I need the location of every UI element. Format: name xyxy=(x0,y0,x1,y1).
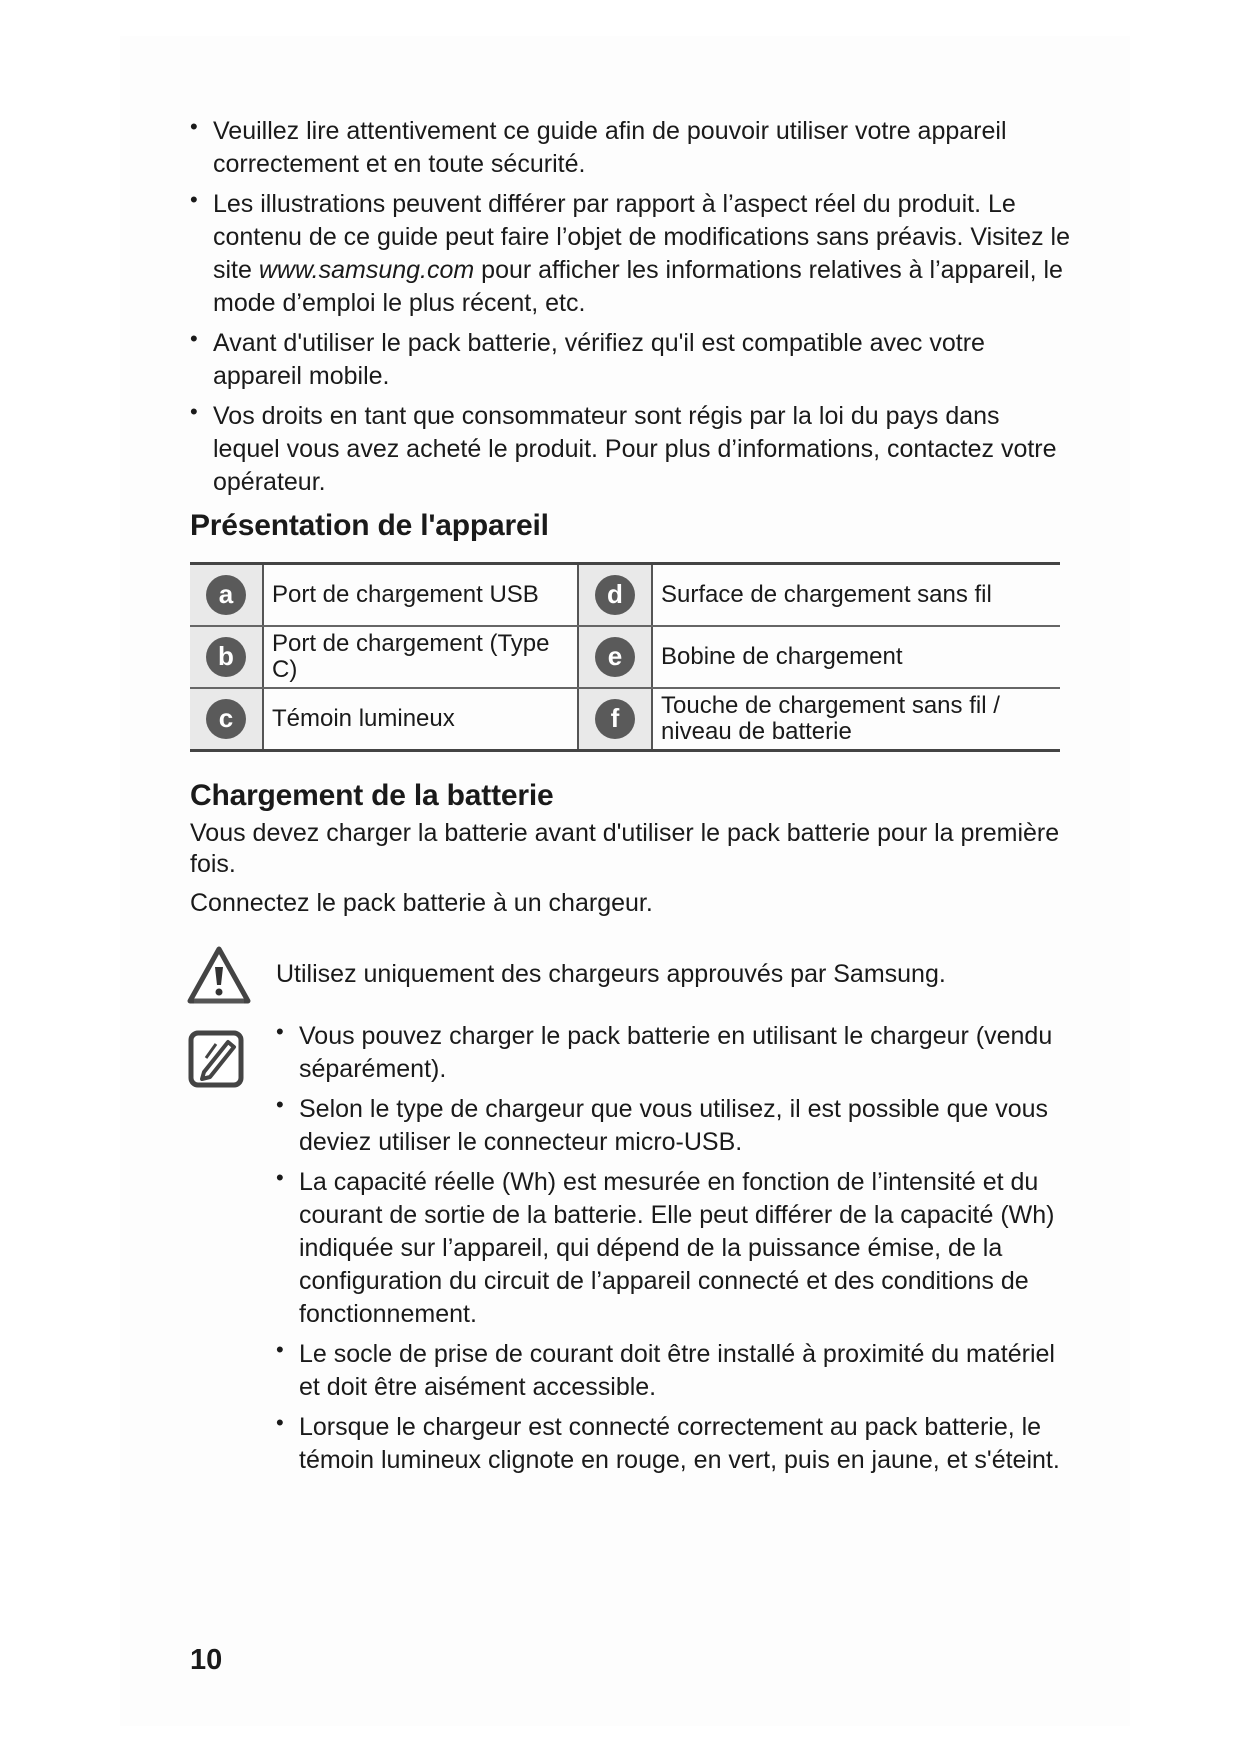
part-icon-cell xyxy=(578,626,652,688)
intro-bullet: • Avant d'utiliser le pack batterie, vérifiez qu'il est compatible avec votre appareil mobile. xyxy=(190,327,1070,393)
part-label: Port de chargement (Type C) xyxy=(263,626,578,688)
intro-bullet: • Veuillez lire attentivement ce guide afin de pouvoir utiliser votre appareil correctement et en toute sécurité. xyxy=(190,115,1070,181)
charging-heading: Chargement de la batterie xyxy=(190,779,554,812)
device-parts-table xyxy=(190,562,1060,752)
letter-c-icon: c xyxy=(206,699,246,739)
letter-e-icon: e xyxy=(595,637,635,677)
presentation-heading: Présentation de l'appareil xyxy=(190,509,549,542)
samsung-link[interactable]: www.samsung.com xyxy=(258,256,475,284)
intro-bullet: • Vos droits en tant que consommateur sont régis par la loi du pays dans lequel vous avez acheté le produit. Pour plus d’informations, contactez votre opérateur. xyxy=(190,400,1070,499)
note-item: • La capacité réelle (Wh) est mesurée en fonction de l’intensité et du courant de sortie de la batterie. Elle peut différer de la capacité (Wh) indiquée sur l’appareil, qui dépend de la puissance émise, de la configuration du circuit de l’appareil connecté et des conditions de fonctionnement. xyxy=(276,1166,1070,1331)
notes-block xyxy=(190,1020,1070,1477)
letter-d-icon: d xyxy=(595,575,635,615)
note-item: • Selon le type de chargeur que vous utilisez, il est possible que vous deviez utiliser le connecteur micro-USB. xyxy=(276,1093,1070,1159)
letter-f-icon: f xyxy=(595,699,635,739)
intro-bullets xyxy=(190,115,1070,499)
part-icon-cell xyxy=(578,688,652,751)
note-pencil-icon xyxy=(186,1028,248,1095)
letter-a-icon: a xyxy=(206,575,246,615)
table-row xyxy=(190,688,1060,751)
part-label: Bobine de chargement xyxy=(652,626,1060,688)
page-number: 10 xyxy=(190,1644,223,1676)
intro-bullet-text: Les illustrations peuvent différer par rapport à l’aspect réel du produit. Le contenu de ce guide peut faire l’objet de modifications sans préavis. Visitez le site xyxy=(213,190,1070,284)
table-row xyxy=(190,626,1060,688)
part-icon-cell xyxy=(578,564,652,627)
page-content xyxy=(190,115,1070,1484)
intro-bullet xyxy=(190,188,1070,320)
note-item: • Vous pouvez charger le pack batterie en utilisant le chargeur (vendu séparément). xyxy=(276,1020,1070,1086)
part-label: Touche de chargement sans fil / niveau de batterie xyxy=(661,692,1000,745)
intro-bullet-text: pour afficher les informations relatives à l’appareil, le mode d’emploi le plus récent, etc. xyxy=(213,256,1063,317)
note-item: • Lorsque le chargeur est connecté correctement au pack batterie, le témoin lumineux clignote en rouge, en vert, puis en jaune, et s'éteint. xyxy=(276,1411,1070,1477)
warning-icon xyxy=(186,945,252,1012)
charging-paragraph: Vous devez charger la batterie avant d'utiliser le pack batterie pour la première fois. xyxy=(190,819,1060,878)
letter-b-icon: b xyxy=(206,637,246,677)
part-label: Port de chargement USB xyxy=(263,564,578,627)
part-icon-cell xyxy=(190,626,263,688)
notes-list xyxy=(276,1020,1070,1477)
part-icon-cell xyxy=(190,688,263,751)
table-row xyxy=(190,564,1060,627)
charging-paragraph: Connectez le pack batterie à un chargeur. xyxy=(190,889,653,917)
part-label: Témoin lumineux xyxy=(272,705,455,732)
part-label: Surface de chargement sans fil xyxy=(652,564,1060,627)
note-item: • Le socle de prise de courant doit être installé à proximité du matériel et doit être aisément accessible. xyxy=(276,1338,1070,1404)
warning-block xyxy=(190,945,1070,990)
part-icon-cell xyxy=(190,564,263,627)
warning-text: Utilisez uniquement des chargeurs approuvés par Samsung. xyxy=(276,960,946,988)
